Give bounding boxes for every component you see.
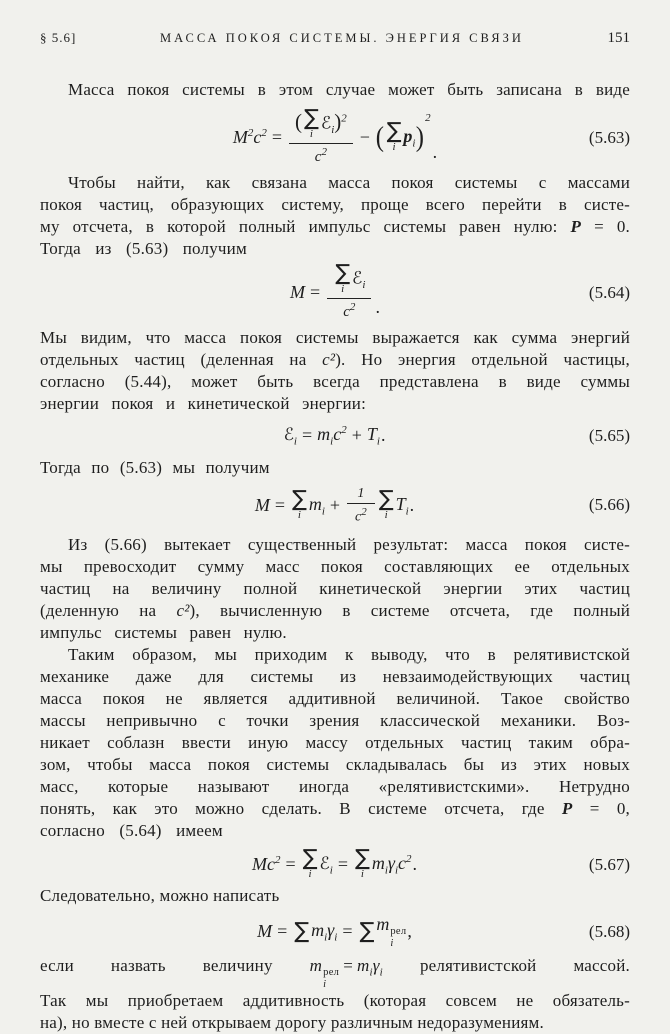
sum-limit: i bbox=[341, 283, 345, 295]
text-line: Таким образом, мы приходим к выводу, что в релятивистской bbox=[68, 645, 630, 665]
fraction-numerator bbox=[289, 106, 353, 143]
math-var: M bbox=[257, 921, 273, 942]
text-line: Так мы приобретаем аддитивность (которая совсем не обязатель- bbox=[40, 991, 630, 1011]
equation-5-63-math bbox=[232, 106, 438, 166]
minus-sign: − bbox=[359, 127, 370, 147]
math-var: γ bbox=[387, 852, 395, 873]
math-var: M bbox=[290, 282, 306, 302]
equals-sign: = bbox=[343, 956, 354, 976]
c-squared-var: c² bbox=[322, 350, 336, 369]
paragraph-energy-sum bbox=[40, 327, 630, 415]
text-line: Из (5.66) вытекает существенный результат: масса покоя систе- bbox=[68, 535, 630, 555]
math-var: γ bbox=[327, 920, 335, 940]
plus-sign: + bbox=[351, 425, 362, 446]
momentum-var: P bbox=[561, 799, 573, 819]
math-var: m bbox=[376, 914, 390, 935]
sum-icon bbox=[359, 918, 375, 944]
text-line bbox=[40, 349, 630, 371]
page-number: 151 bbox=[607, 30, 630, 46]
sigma-icon: ∑ bbox=[359, 918, 375, 944]
rel-superscript: рел bbox=[390, 926, 407, 938]
paragraph-consequently bbox=[40, 885, 630, 907]
script-e-var: ℰ bbox=[283, 425, 294, 445]
equation-number: (5.65) bbox=[588, 425, 630, 445]
equation-5-68 bbox=[40, 914, 630, 949]
end-punctuation: . bbox=[409, 494, 415, 515]
inline-math-rel-mass bbox=[309, 956, 383, 990]
math-var: T bbox=[366, 424, 377, 444]
script-e-var: ℰ bbox=[320, 113, 332, 134]
section-number: § 5.6] bbox=[40, 30, 77, 45]
fraction-denominator bbox=[327, 298, 371, 321]
sum-limit: i bbox=[309, 128, 313, 140]
text-line: покоя частиц, образующих систему, проще всего перейти в систе- bbox=[40, 195, 630, 214]
running-title: МАССА ПОКОЯ СИСТЕМЫ. ЭНЕРГИЯ СВЯЗИ bbox=[159, 31, 524, 45]
math-exponent: 2 bbox=[261, 127, 267, 139]
math-var: c bbox=[314, 149, 322, 165]
text-line: Тогда по (5.63) мы получим bbox=[40, 457, 270, 477]
end-punctuation: , bbox=[407, 921, 412, 942]
equals-sign: = bbox=[274, 494, 285, 515]
plus-sign: + bbox=[329, 494, 341, 515]
paragraph-intro bbox=[40, 79, 630, 101]
fraction bbox=[327, 261, 371, 321]
text-span: ), вычисленную в системе отсчета, где полный bbox=[189, 601, 630, 621]
math-subscript: i bbox=[405, 505, 409, 518]
math-var: m bbox=[317, 424, 331, 444]
math-term bbox=[317, 424, 347, 448]
text-line: согласно (5.44), может быть всегда представлена в виде суммы bbox=[40, 372, 630, 391]
math-var: T bbox=[395, 493, 406, 514]
text-line bbox=[40, 600, 630, 622]
paragraph-rel-mass bbox=[40, 955, 630, 1034]
momentum-var: P bbox=[570, 217, 582, 236]
equals-sign: = bbox=[271, 127, 282, 147]
math-subscript: i bbox=[412, 137, 416, 150]
math-subscript: i bbox=[379, 966, 383, 979]
text-span: = 0. bbox=[581, 217, 631, 236]
script-e-var: ℰ bbox=[352, 268, 363, 289]
equation-5-65-math bbox=[284, 424, 387, 448]
equation-5-67-math bbox=[251, 846, 418, 881]
equation-5-66 bbox=[40, 486, 630, 526]
text-span: (деленную на bbox=[40, 601, 177, 621]
fraction-denominator bbox=[347, 503, 375, 526]
sum-with-limit bbox=[304, 106, 319, 140]
paragraph-frame-choice bbox=[40, 172, 630, 260]
equals-sign: = bbox=[337, 854, 348, 875]
equation-5-66-math bbox=[255, 486, 415, 526]
math-term bbox=[284, 424, 297, 448]
sum-limit: i bbox=[297, 508, 301, 521]
sum-with-limit bbox=[335, 261, 351, 295]
text-line: никает соблазн ввести иную массу отдельных частиц таким обра- bbox=[40, 733, 630, 753]
math-term bbox=[396, 494, 409, 518]
math-exponent: 2 bbox=[247, 127, 254, 139]
sum-limit: i bbox=[384, 508, 388, 521]
end-punctuation: . bbox=[412, 854, 418, 875]
text-line bbox=[40, 216, 630, 238]
math-var: m bbox=[357, 956, 370, 976]
math-var: c bbox=[355, 509, 362, 525]
equation-number: (5.68) bbox=[588, 921, 630, 941]
math-subscript: i bbox=[369, 966, 373, 979]
math-exponent: 2 bbox=[425, 112, 431, 124]
math-exponent: 2 bbox=[321, 146, 327, 158]
sum-with-limit bbox=[291, 486, 307, 521]
sigma-icon: ∑ bbox=[304, 106, 319, 131]
end-punctuation: . bbox=[375, 297, 380, 317]
sigma-icon: ∑ bbox=[378, 486, 394, 512]
sigma-icon: ∑ bbox=[302, 846, 318, 872]
text-span: му отсчета, в которой полный импульс системы равен нулю: bbox=[40, 217, 571, 236]
page-header bbox=[40, 30, 630, 47]
paragraph-result bbox=[40, 534, 630, 644]
sum-icon bbox=[294, 918, 310, 944]
equation-5-64-math bbox=[290, 261, 380, 321]
sup-sub-stack bbox=[323, 967, 339, 990]
math-subscript: i bbox=[384, 864, 388, 877]
equation-number: (5.63) bbox=[588, 127, 630, 147]
math-var: c bbox=[398, 852, 407, 873]
math-subscript: i bbox=[334, 931, 338, 944]
math-subscript: i bbox=[329, 864, 333, 877]
rel-superscript: рел bbox=[323, 967, 340, 979]
sum-with-limit bbox=[386, 119, 402, 153]
sum-with-limit bbox=[355, 846, 370, 881]
text-line: мы превосходит сумму масс покоя составляющих ее отдельных bbox=[40, 557, 630, 577]
math-term bbox=[319, 853, 332, 877]
math-subscript: i bbox=[323, 978, 327, 990]
text-line: масс, которые называют иногда «релятивистскими». Нетрудно bbox=[40, 777, 630, 797]
text-line: согласно (5.64) имеем bbox=[40, 821, 223, 841]
equals-sign: = bbox=[277, 921, 288, 942]
sigma-icon: ∑ bbox=[291, 486, 307, 512]
c-squared-var: c² bbox=[176, 601, 190, 621]
math-var: m bbox=[311, 920, 325, 940]
fraction bbox=[347, 486, 375, 526]
sigma-icon: ∑ bbox=[294, 918, 310, 944]
math-exponent: 2 bbox=[349, 301, 356, 313]
fraction-numerator: 1 bbox=[357, 485, 365, 501]
equation-number: (5.67) bbox=[588, 854, 630, 874]
math-var: γ bbox=[372, 956, 380, 976]
math-term bbox=[367, 424, 380, 448]
text-span: если назвать величину bbox=[40, 956, 310, 976]
text-span: = 0, bbox=[572, 799, 630, 819]
math-lhs bbox=[233, 127, 267, 148]
math-var: c bbox=[266, 854, 275, 875]
paragraph-non-additive bbox=[40, 644, 630, 842]
math-subscript: i bbox=[330, 435, 334, 448]
math-term bbox=[403, 126, 415, 150]
math-subscript: i bbox=[394, 864, 399, 877]
equation-number: (5.64) bbox=[588, 282, 630, 302]
math-exponent: 2 bbox=[406, 852, 412, 865]
text-span: отдельных частиц (деленная на bbox=[40, 350, 323, 369]
text-line: импульс системы равен нулю. bbox=[40, 623, 287, 643]
fraction-denominator bbox=[289, 143, 353, 166]
math-term bbox=[376, 914, 406, 949]
equation-5-68-math bbox=[257, 914, 413, 949]
math-subscript: i bbox=[324, 931, 328, 944]
text-line: Чтобы найти, как связана масса покоя системы с массами bbox=[68, 173, 630, 192]
equals-sign: = bbox=[301, 425, 313, 446]
math-subscript: i bbox=[331, 124, 335, 137]
text-line: Тогда из (5.63) получим bbox=[40, 239, 247, 258]
math-subscript: i bbox=[321, 505, 325, 518]
math-exponent: 2 bbox=[341, 424, 347, 436]
math-var: c bbox=[253, 127, 262, 147]
sup-sub-stack bbox=[390, 926, 406, 949]
math-var: M bbox=[251, 854, 267, 875]
math-subscript: i bbox=[376, 435, 380, 448]
sum-limit: i bbox=[360, 868, 364, 881]
equation-5-63 bbox=[40, 106, 630, 166]
sum-with-limit bbox=[302, 846, 318, 881]
paren: ( bbox=[375, 121, 384, 153]
math-exponent: 2 bbox=[274, 854, 281, 867]
equals-sign: = bbox=[285, 854, 296, 875]
text-line: Следовательно, можно написать bbox=[40, 886, 280, 906]
math-exponent: 2 bbox=[361, 505, 367, 518]
math-var: c bbox=[343, 304, 350, 320]
math-term bbox=[372, 853, 412, 877]
math-var: c bbox=[333, 424, 342, 444]
text-line bbox=[40, 798, 630, 820]
paren: ( bbox=[295, 109, 302, 134]
math-var: M bbox=[254, 494, 270, 515]
end-punctuation: . bbox=[432, 142, 438, 162]
text-span: ). Но энергия отдельной частицы, bbox=[335, 350, 630, 369]
math-var-bold: p bbox=[403, 125, 413, 146]
sigma-icon: ∑ bbox=[386, 119, 402, 144]
equation-5-64 bbox=[40, 261, 630, 321]
equals-sign: = bbox=[342, 921, 353, 942]
sigma-icon: ∑ bbox=[335, 261, 351, 286]
text-line bbox=[40, 955, 630, 990]
text-span: понять, как это можно сделать. В системе отсчета, где bbox=[40, 799, 562, 819]
book-page bbox=[40, 30, 630, 1034]
sigma-icon: ∑ bbox=[355, 846, 370, 872]
math-var: m bbox=[371, 852, 385, 873]
sum-with-limit bbox=[378, 486, 394, 521]
fraction-numerator bbox=[327, 261, 371, 298]
math-exponent: 2 bbox=[341, 112, 347, 125]
text-line: частиц на величину полной кинетической энергии этих частиц bbox=[40, 579, 630, 599]
math-subscript: i bbox=[362, 279, 366, 292]
text-line: на), но вместе с ней открываем дорогу различным недоразумениям. bbox=[40, 1013, 544, 1033]
math-var: M bbox=[232, 127, 248, 147]
text-line: массы непривычно с точки зрения классической механики. Воз- bbox=[40, 711, 630, 731]
paren: ) bbox=[334, 109, 342, 134]
text-line: Масса покоя системы в этом случае может быть записана в виде bbox=[68, 80, 630, 99]
text-line: Мы видим, что масса покоя системы выражается как сумма энергий bbox=[40, 328, 630, 347]
equals-sign: = bbox=[310, 282, 321, 302]
text-line: механике даже для системы из невзаимодействующих частиц bbox=[40, 667, 630, 687]
math-term bbox=[309, 494, 325, 518]
sum-limit: i bbox=[308, 868, 312, 881]
paren: ) bbox=[416, 121, 425, 153]
script-e-var: ℰ bbox=[319, 853, 330, 874]
sum-limit: i bbox=[392, 141, 396, 153]
text-line: зом, чтобы масса покоя системы складывалась бы из этих новых bbox=[40, 755, 630, 775]
math-subscript: i bbox=[390, 937, 394, 949]
math-subscript: i bbox=[293, 435, 297, 448]
fraction bbox=[289, 106, 353, 166]
equation-5-65 bbox=[40, 424, 630, 448]
paragraph-then bbox=[40, 457, 630, 479]
math-var: m bbox=[309, 956, 323, 976]
math-term bbox=[311, 920, 337, 944]
equation-number: (5.66) bbox=[588, 495, 630, 515]
text-line: масса покоя не является аддитивной величиной. Такое свойство bbox=[40, 689, 630, 709]
end-punctuation: . bbox=[380, 425, 386, 446]
math-lhs bbox=[252, 854, 281, 875]
math-var: m bbox=[308, 493, 322, 514]
text-line: энергии покоя и кинетической энергии: bbox=[40, 394, 367, 413]
equation-5-67 bbox=[40, 846, 630, 881]
text-span: релятивистской массой. bbox=[382, 956, 630, 976]
